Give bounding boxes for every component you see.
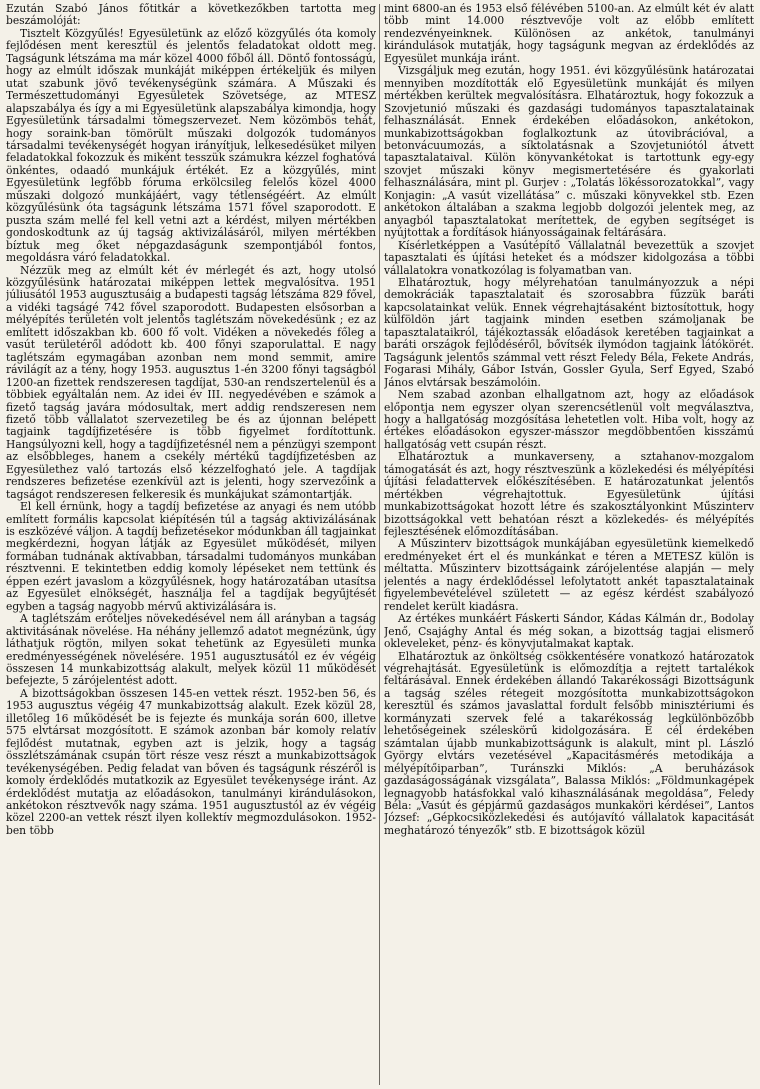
paragraph: Nézzük meg az elmúlt két év mérlegét és azt, hogy utolsó közgyűlésünk határozatai miképpen lettek megvalósítva. 1951 júliusától 1953 augusztusáig a budapesti tagság létszáma 829 fővel, a vidéki tagságé 742 fővel szaporodott. Budapesten elsősorban a mélyépítés területén volt jelentős taglétszám növekedésünk ; ez az említett időszakban kb. 600 fő volt. Vidéken a növekedés főleg a vasút területéről adódott kb. 400 főnyi szaporulattal. E nagy taglétszám egymagában azonban nem mond semmit, amire rávilágít az a tény, hogy 1953. augusztus 1-én 3200 főnyi tagságból 1200-an fizettek rendszeresen tagdíjat, 530-an rendszertelenül és a többiek egyáltalán nem. Az idei év III. negyedévében e számok a fizető tagság javára módosultak, mert addig rendszeresen nem fizető több vállalatot szervezetileg be és az újonnan belépett tagjaink tagdíjfizetésére is több figyelmet fordítottunk. Hangsúlyozni kell, hogy a tagdíjfizetésnél nem a pénzügyi szempont az elsőbbleges, hanem a csekély mértékű tagdíjfizetésben az Egyesülethez való tartozás első kézzelfogható jele. A tagdíjak rendszeres befizetése ezenkívül azt is jelenti, hogy szervezőink a tagságot rendszeresen felkeresik és munkájukat számontartják. <box>6 263 376 501</box>
paragraph: Ezután Szabó János főtitkár a következőkben tartotta meg beszámolóját: <box>6 3 376 28</box>
paragraph: Kísérletképpen a Vasútépítő Vállalatnál bevezettük a szovjet tapasztalati és újítási heteket és a módszer kidolgozása a többi vállalatokra vonatkozólag is folyamatban van. <box>384 238 754 277</box>
paragraph: Vizsgáljuk meg ezután, hogy 1951. évi közgyűlésünk határozatai mennyiben mozdították elő Egyesületünk munkáját és milyen mértékben kerültek megvalósításra. Elhatároztuk, hogy fokozzuk a Szovjetunió műszaki és gazdasági tudományos tapasztalatainak felhasználását. Ennek érdekében előadásokon, ankétokon, munkabizottságokban foglalkoztunk az útovibrációval, a betonvácuumozás, a síktolatásnak a Szovjetuniótól átvett tapasztalataival. Külön könyvankétokat is tartottunk egy-egy szovjet műszaki könyv megismertetésére és gyakorlati felhasználására, mint pl. Gurjev : „Tolatás lökéssorozatokkal”, vagy Konjagin: „A vasút vizellátása” c. műszaki könyvekkel stb. Ezen ankétokon általában a szakma legjobb dolgozói jelentek meg, az anyagból tapasztalatokat merítettek, de egyben segítséget is nyújtottak a fordítások hiányosságainak feltárására. <box>384 64 754 240</box>
paragraph: A taglétszám erőteljes növekedésével nem áll arányban a tagság aktivitásának növelése. Ha néhány jellemző adatot megnézünk, úgy láthatjuk rögtön, milyen sokat tehetünk az Egyesületi munka eredményességének növelésére. 1951 augusztusától ez év végéig összesen 14 munkabizottság alakult, melyek közül 11 működését befejezte, 5 zárójelentést adott. <box>6 612 376 688</box>
paragraph: Elhatároztuk az önköltség csökkentésére vonatkozó határozatok végrehajtását. Egyesületünk is előmozdítja a rejtett tartalékok feltárásával. Ennek érdekében állandó Takarékossági Bizottságunk a tagság széles rétegeit mozgósította munkabizottságokon keresztül és számos javaslattal fordult felsőbb minisztériumi és kormányzati szervek felé a takarékosság legkülönbözőbb lehetőségeinek széleskörű kidolgozására. E cél érdekében számtalan újabb munkabizottságunk is alakult, mint pl. László György elvtárs vezetésével „Kapacitásmérés metodikája a mélyépítőiparban”, Turánszki Miklós: „A beruházások gazdaságosságának vizsgálata”, Balassa Miklós: „Földmunkagépek legnagyobb hatásfokkal való kihasználásának megoldása”, Feledy Béla: „Vasút és gépjármű gazdaságos munkaköri kérdései”, Lantos József: „Gépkocsiközlekedési és autójavító vállalatok kapacitását meghatározó tényezők” stb. E bizottságok közül <box>384 649 754 837</box>
left-text-column <box>6 3 376 1089</box>
paragraph: Elhatároztuk, hogy mélyrehatóan tanulmányozzuk a népi demokráciák tapasztalatait és szorosabbra fűzzük baráti kapcsolatainkat velük. Ennek végrehajtásaként biztosítottuk, hogy külföldön járt tagjaink minden esetben számoljanak be tapasztalataikról, tájékoztassák előadások keretében tagjainkat a baráti országok fejlődéséről, bővítsék ilymódon tagjaink látókörét. Tagságunk jelentős számmal vett részt Feledy Béla, Fekete András, Fogarasi Mihály, Gábor István, Gossler Gyula, Serf Egyed, Szabó János elvtársak beszámolóin. <box>384 275 754 389</box>
right-text-column <box>384 3 754 1089</box>
paragraph: A bizottságokban összesen 145-en vettek részt. 1952-ben 56, és 1953 augusztus végéig 47 munkabizottság alakult. Ezek közül 28, illetőleg 16 működését be is fejezte és munkája során 600, illetve 575 elvtársat mozgósított. E számok azonban bár komoly relatív fejlődést mutatnak, egyben azt is jelzik, hogy a tagság összlétszámának csupán tört része vesz részt a munkabizottságok tevékenységében. Pedig feladat van bőven és tagságunk részéről is komoly érdeklődés mutatkozik az Egyesület tevékenysége iránt. Az érdeklődést mutatja az előadásokon, tanulmányi kirándulásokon, ankétokon résztvevők nagy száma. 1951 augusztustól az év végéig közel 2200-an vettek részt ilyen kollektív megmozdulásokon. 1952-ben több <box>6 686 376 837</box>
paragraph: El kell érnünk, hogy a tagdíj befizetése az anyagi és nem utóbb említett formális kapcsolat kiépítésén túl a tagság aktivizálásának is eszközévé váljon. A tagdíj befizetésekor módunkban áll tagjainkat megkérdezni, hogyan látják az Egyesület működését, milyen formában tudnának aktívabban, társadalmi tudományos munkában résztvenni. E tekintetben eddig komoly lépéseket nem tettünk és éppen ezért javaslom a közgyűlésnek, hogy határozatában utasítsa az Egyesület elnökségét, használja fel a tagdíjak begyűjtését egyben a tagság nagyobb mérvű aktivizálására is. <box>6 500 376 613</box>
paragraph: Elhatároztuk a munkaverseny, a sztahanov-mozgalom támogatását és azt, hogy résztveszünk a közlekedési és mélyépítési újítási feladattervek előkészítésében. E határozatunkat jelentős mértékben végrehajtottuk. Egyesületünk újítási munkabizottságokat hozott létre és szakosztályonkint Műszinterv bizottságokkal vett behatóan részt a közlekedés- és mélyépítés fejlesztésének előmozdításában. <box>384 450 754 539</box>
paragraph: Az értékes munkáért Fáskerti Sándor, Kádas Kálmán dr., Bodolay Jenő, Csajághy Antal és még sokan, a bizottság tagjai elismerő okleveleket, pénz- és könyvjutalmakat kaptak. <box>384 612 754 651</box>
paragraph: A Műszinterv bizottságok munkájában egyesületünk kiemelkedő eredményeket ért el és munkánkat e téren a METESZ külön is méltatta. Műszinterv bizottságaink zárójelentése alapján — mely jelentés a nagy érdeklődéssel lefolytatott ankét tapasztalatainak figyelembevételével született — az egész kérdést szabályozó rendelet került kiadásra. <box>384 537 754 613</box>
paragraph: mint 6800-an és 1953 első félévében 5100-an. Az elmúlt két év alatt több mint 14.000 résztvevője volt az előbb említett rendezvényeinknek. Különösen az ankétok, tanulmányi kirándulások mutatják, hogy tagságunk megvan az érdeklődés az Egyesület munkája iránt. <box>384 3 754 65</box>
paragraph: Nem szabad azonban elhallgatnom azt, hogy az előadások előpontja nem egyszer olyan szerencsétlenül volt megválasztva, hogy a hallgatóság mozgósítása lehetetlen volt. Hiba volt, hogy az értékes előadásokon egyszer-másszor megdöbbentően kisszámú hallgatóság vett csupán részt. <box>384 388 754 451</box>
paragraph: Tisztelt Közgyűlés! Egyesületünk az előző közgyűlés óta komoly fejlődésen ment keresztül és jelentős feladatokat oldott meg. Tagságunk létszáma ma már közel 4000 főből áll. Döntő fontosságú, hogy az elmúlt időszak munkáját miképpen értékeljük és milyen utat szabunk jövő tevékenységünk számára. A Műszaki és Természettudományi Egyesületek Szövetsége, az MTESZ alapszabálya és így a mi Egyesületünk alapszabálya kimondja, hogy Egyesületünk társadalmi tömegszervezet. Nem közömbös tehát, hogy soraink-ban tömörült műszaki dolgozók tudományos társadalmi tevékenységét hogyan irányítjuk, lelkesedésüket milyen feladatokkal fokozzuk és miként tesszük számukra kézzel foghatóvá önkéntes, odaadó munkájuk értékét. Ez a közgyűlés, mint Egyesületünk legfőbb fóruma erkölcsileg felelős közel 4000 műszaki dolgozó munkájáért, vagy tétlenségéért. Az elmúlt közgyűlésünk óta tagságunk létszáma 1571 fővel szaporodott. E puszta szám mellé fel kell vetni azt a kérdést, milyen mértékben gondoskodtunk az új tagság aktivizálásáról, milyen mértékben bíztuk meg őket népgazdaságunk szempontjából fontos, megoldásra váró feladatokkal. <box>6 26 376 265</box>
column-divider <box>379 4 380 1085</box>
